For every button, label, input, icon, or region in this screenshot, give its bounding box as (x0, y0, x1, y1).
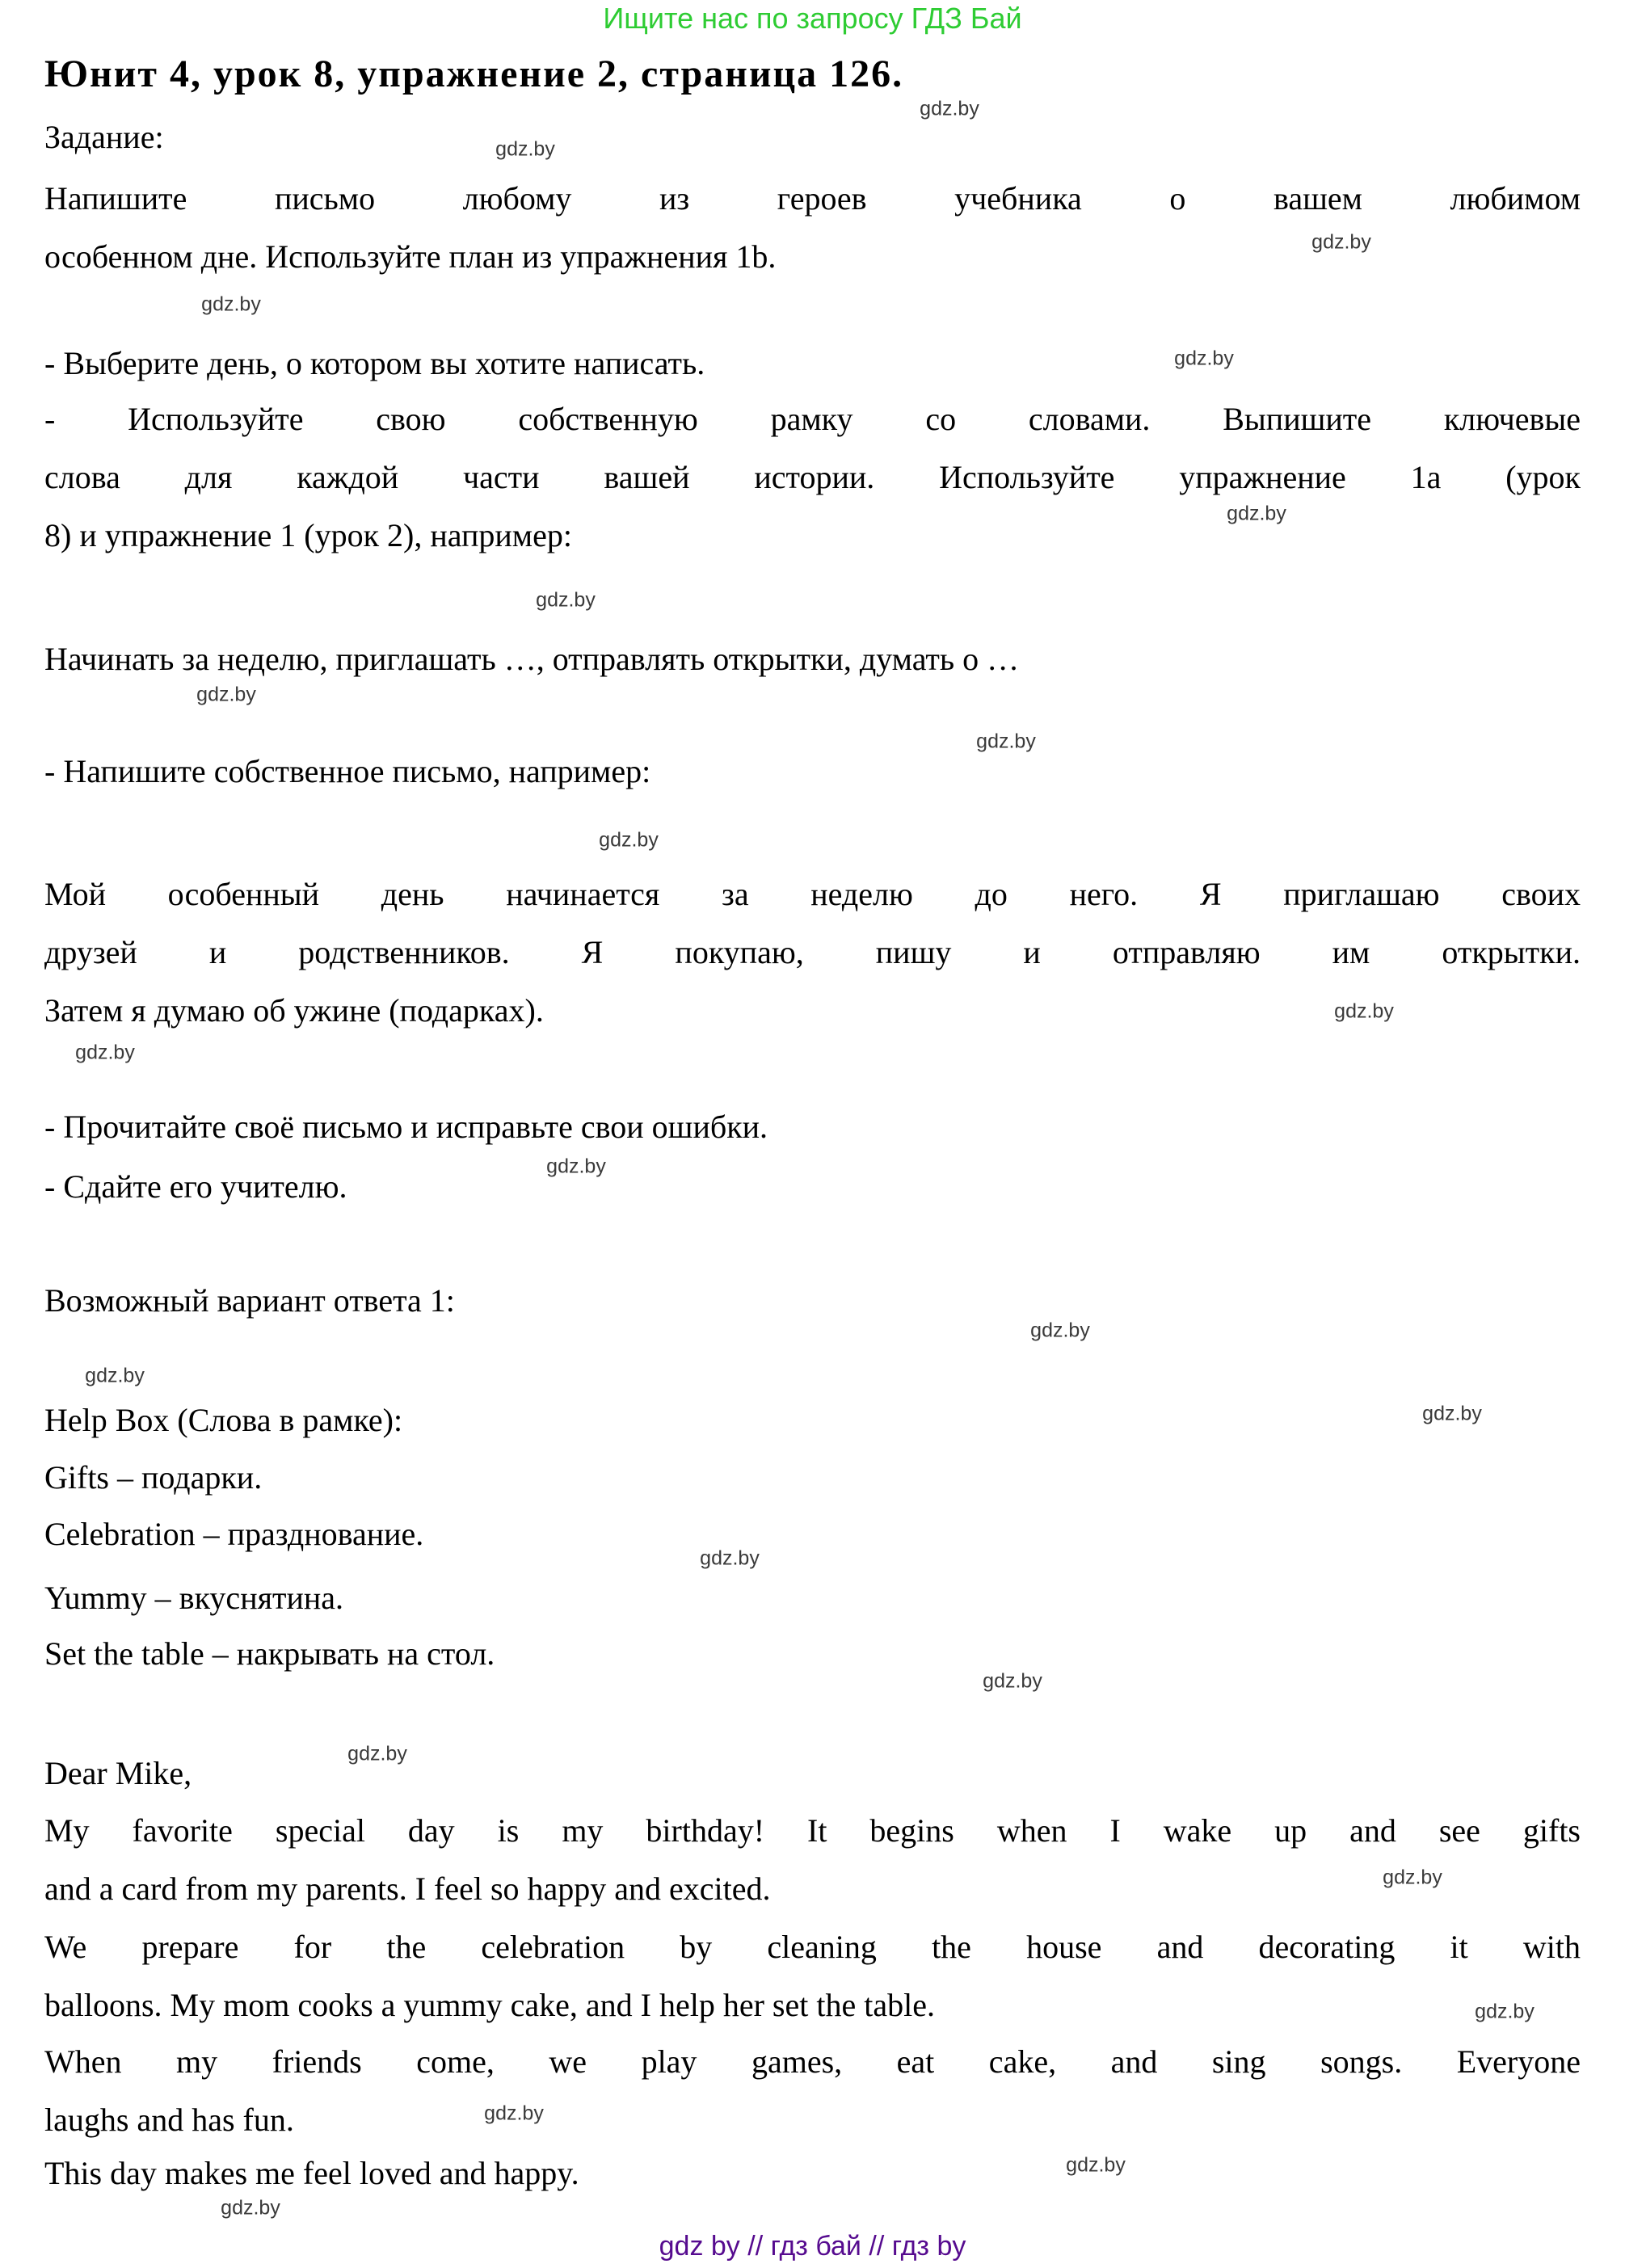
letter-p2-line-1: We prepare for the celebration by cleaning the house and decorating it with (44, 1929, 1581, 1965)
example-letter-line-3: Затем я думаю об ужине (подарках). (44, 992, 544, 1029)
promo-banner: Ищите нас по запросу ГДЗ Бай (603, 2, 1022, 35)
watermark: gdz.by (1066, 2153, 1126, 2177)
help-box-item-celebration: Celebration – празднование. (44, 1516, 424, 1552)
watermark: gdz.by (85, 1364, 145, 1387)
letter-paragraph-4: This day makes me feel loved and happy. (44, 2155, 579, 2191)
watermark: gdz.by (347, 1742, 407, 1765)
watermark: gdz.by (700, 1546, 760, 1570)
watermark: gdz.by (484, 2102, 544, 2125)
answer-heading: Возможный вариант ответа 1: (44, 1282, 455, 1319)
watermark: gdz.by (201, 292, 261, 316)
letter-paragraph-1 (44, 1802, 1581, 1918)
plan-step-wordbox (44, 390, 1581, 565)
plan-step-proofread: - Прочитайте своё письмо и исправьте свои ошибки. (44, 1109, 768, 1145)
letter-paragraph-2 (44, 1918, 1581, 2034)
watermark: gdz.by (536, 588, 596, 612)
letter-p2-line-2: balloons. My mom cooks a yummy cake, and I help her set the table. (44, 1987, 935, 2023)
plan-step-hand-in: - Сдайте его учителю. (44, 1168, 347, 1205)
task-paragraph (44, 170, 1581, 286)
watermark: gdz.by (976, 730, 1036, 753)
letter-p3-line-1: When my friends come, we play games, eat cake, and sing songs. Everyone (44, 2043, 1581, 2080)
task-line-1: Напишите письмо любому из героев учебника о вашем любимом (44, 180, 1581, 217)
watermark: gdz.by (599, 828, 659, 852)
task-line-2: особенном дне. Используйте план из упражнения 1b. (44, 238, 777, 275)
help-box-item-set-table: Set the table – накрывать на стол. (44, 1635, 495, 1672)
example-phrases: Начинать за неделю, приглашать …, отправлять открытки, думать о … (44, 641, 1020, 677)
watermark: gdz.by (1422, 1402, 1482, 1425)
letter-p1-line-1: My favorite special day is my birthday! It begins when I wake up and see gifts (44, 1812, 1581, 1849)
watermark: gdz.by (1030, 1319, 1090, 1342)
watermark: gdz.by (983, 1669, 1042, 1693)
help-box-item-gifts: Gifts – подарки. (44, 1459, 263, 1496)
letter-salutation: Dear Mike, (44, 1755, 192, 1791)
watermark: gdz.by (1383, 1866, 1442, 1889)
letter-p3-line-2: laughs and has fun. (44, 2102, 294, 2138)
wordbox-line-2: слова для каждой части вашей истории. Используйте упражнение 1a (урок (44, 459, 1581, 495)
footer-watermark-line: gdz by // гдз бай // гдз by (659, 2231, 966, 2262)
watermark: gdz.by (920, 97, 979, 120)
letter-p1-line-2: and a card from my parents. I feel so happy and excited. (44, 1870, 771, 1907)
watermark: gdz.by (1334, 999, 1394, 1023)
watermark: gdz.by (495, 137, 555, 161)
watermark: gdz.by (196, 683, 256, 706)
watermark: gdz.by (546, 1155, 606, 1178)
help-box-label: Help Box (Слова в рамке): (44, 1402, 403, 1438)
watermark: gdz.by (1227, 502, 1286, 525)
example-letter-line-1: Мой особенный день начинается за неделю до него. Я приглашаю своих (44, 876, 1581, 912)
plan-step-choose-day: - Выберите день, о котором вы хотите написать. (44, 345, 705, 381)
watermark: gdz.by (1174, 347, 1234, 370)
example-letter-line-2: друзей и родственников. Я покупаю, пишу и отправляю им открытки. (44, 934, 1581, 970)
watermark: gdz.by (1311, 230, 1371, 254)
wordbox-line-1: - Используйте свою собственную рамку со словами. Выпишите ключевые (44, 401, 1581, 437)
letter-paragraph-3 (44, 2033, 1581, 2149)
plan-step-write-letter: - Напишите собственное письмо, например: (44, 753, 651, 789)
help-box-item-yummy: Yummy – вкуснятина. (44, 1580, 344, 1616)
watermark: gdz.by (1475, 2000, 1534, 2023)
watermark: gdz.by (221, 2196, 280, 2220)
page-title: Юнит 4, урок 8, упражнение 2, страница 126. (44, 53, 904, 95)
task-label: Задание: (44, 119, 164, 155)
wordbox-line-3: 8) и упражнение 1 (урок 2), например: (44, 517, 572, 553)
watermark: gdz.by (75, 1041, 135, 1064)
